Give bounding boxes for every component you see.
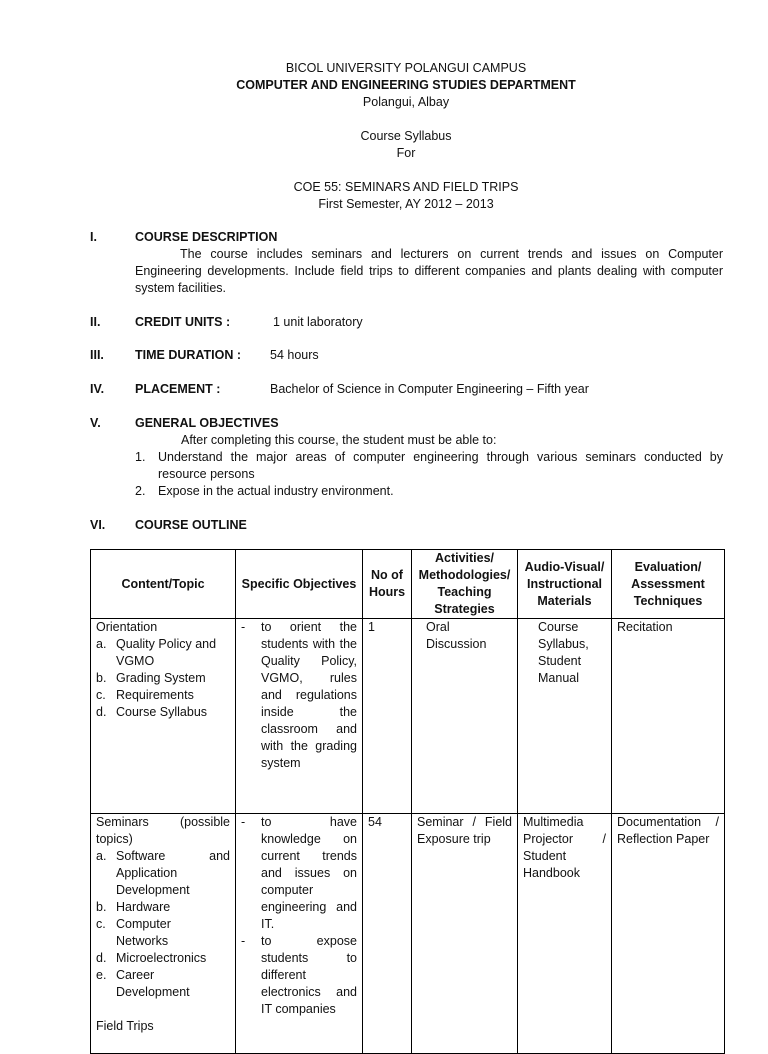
- topic-footer: Field Trips: [96, 1019, 154, 1033]
- section-number: III.: [90, 348, 104, 362]
- department-name: COMPUTER AND ENGINEERING STUDIES DEPARTMENT: [236, 78, 576, 92]
- list-item: [96, 636, 230, 670]
- doc-for: For: [396, 146, 416, 160]
- objective-item: [241, 933, 357, 1018]
- course-outline-table: [90, 549, 725, 1054]
- list-text: Hardware: [116, 900, 171, 914]
- section-number: II.: [90, 315, 101, 329]
- topic-title: Seminars (possible topics): [96, 815, 230, 846]
- materials-cell: Course Syllabus, Student Manual: [518, 619, 612, 814]
- list-item: [96, 967, 230, 1001]
- objective-text: to have knowledge on current trends and issues on computer engineering and IT.: [261, 815, 357, 931]
- doc-title: Course Syllabus: [360, 129, 452, 143]
- list-text: Microelectronics: [116, 951, 207, 965]
- evaluation-cell: Documentation / Reflection Paper: [612, 814, 725, 1054]
- objective-number: 1.: [135, 450, 146, 464]
- section-number: VI.: [90, 518, 106, 532]
- activities-cell: Oral Discussion: [412, 619, 518, 814]
- list-item: [96, 916, 230, 950]
- list-text: Course Syllabus: [116, 705, 208, 719]
- table-row: [91, 619, 725, 814]
- credit-units-value: 1 unit laboratory: [273, 315, 363, 329]
- objectives-cell: [236, 814, 363, 1054]
- objective-text: Expose in the actual industry environment.: [158, 484, 394, 498]
- column-header: No of Hours: [363, 550, 412, 619]
- column-header: Specific Objectives: [236, 550, 363, 619]
- time-duration-value: 54 hours: [270, 348, 319, 362]
- list-item: [96, 899, 230, 916]
- placement-value: Bachelor of Science in Computer Engineering – Fifth year: [270, 382, 589, 396]
- list-item: [96, 950, 230, 967]
- objectives-intro: After completing this course, the student must be able to:: [181, 433, 497, 447]
- section-title: COURSE DESCRIPTION: [135, 230, 278, 244]
- list-marker: -: [241, 620, 246, 634]
- section-title: CREDIT UNITS :: [135, 315, 231, 329]
- university-name: BICOL UNIVERSITY POLANGUI CAMPUS: [285, 61, 527, 75]
- topic-cell: [91, 619, 236, 814]
- list-marker: c.: [96, 688, 106, 702]
- location: Polangui, Albay: [362, 95, 450, 109]
- list-marker: a.: [96, 849, 107, 863]
- list-item: [96, 670, 230, 687]
- table-header-row: [91, 550, 725, 619]
- materials-cell: Multimedia Projector / Student Handbook: [518, 814, 612, 1054]
- column-header: Audio-Visual/ Instructional Materials: [518, 550, 612, 619]
- objective-item: [241, 814, 357, 933]
- list-marker: b.: [96, 671, 107, 685]
- objective-item: [241, 619, 357, 772]
- hours-cell: 54: [363, 814, 412, 1054]
- list-text: Computer Networks: [116, 917, 171, 948]
- list-text: Requirements: [116, 688, 194, 702]
- section-number: V.: [90, 416, 101, 430]
- section-title: TIME DURATION :: [135, 348, 242, 362]
- course-title: COE 55: SEMINARS AND FIELD TRIPS: [293, 180, 519, 194]
- list-marker: -: [241, 815, 246, 829]
- hours-cell: 1: [363, 619, 412, 814]
- section-number: I.: [90, 230, 97, 244]
- objective-number: 2.: [135, 484, 146, 498]
- section-title: COURSE OUTLINE: [135, 518, 247, 532]
- list-text: Career Development: [116, 968, 190, 999]
- column-header: Content/Topic: [91, 550, 236, 619]
- list-marker: b.: [96, 900, 107, 914]
- section-number: IV.: [90, 382, 105, 396]
- semester: First Semester, AY 2012 – 2013: [318, 197, 494, 211]
- column-header: Activities/ Methodologies/ Teaching Strategies: [412, 550, 518, 619]
- list-item: [96, 687, 230, 704]
- section-title: PLACEMENT :: [135, 382, 221, 396]
- evaluation-cell: Recitation: [612, 619, 725, 814]
- objective-text: Understand the major areas of computer engineering through various seminars conducted by resource persons: [158, 450, 723, 481]
- list-marker: d.: [96, 951, 107, 965]
- objective-text: to expose students to different electronics and IT companies: [261, 934, 357, 1016]
- list-marker: d.: [96, 705, 107, 719]
- course-description-text: The course includes seminars and lecturers on current trends and issues on Computer Engineering developments. Include field trips to different companies and plants dealing with computer system facilities.: [135, 247, 723, 295]
- section-title: GENERAL OBJECTIVES: [135, 416, 279, 430]
- list-marker: c.: [96, 917, 106, 931]
- activities-cell: Seminar / Field Exposure trip: [412, 814, 518, 1054]
- list-text: Quality Policy and VGMO: [116, 637, 217, 668]
- list-marker: a.: [96, 637, 107, 651]
- list-marker: -: [241, 934, 246, 948]
- list-item: [96, 848, 230, 899]
- list-text: Grading System: [116, 671, 206, 685]
- list-item: [96, 704, 230, 721]
- objective-text: to orient the students with the Quality Policy, VGMO, rules and regulations inside the classroom and with the grading system: [261, 620, 357, 770]
- topic-cell: [91, 814, 236, 1054]
- topic-title: Orientation: [96, 620, 158, 634]
- list-marker: e.: [96, 968, 107, 982]
- table-row: [91, 814, 725, 1054]
- objectives-cell: [236, 619, 363, 814]
- list-text: Software and Application Development: [116, 849, 230, 897]
- column-header: Evaluation/ Assessment Techniques: [612, 550, 725, 619]
